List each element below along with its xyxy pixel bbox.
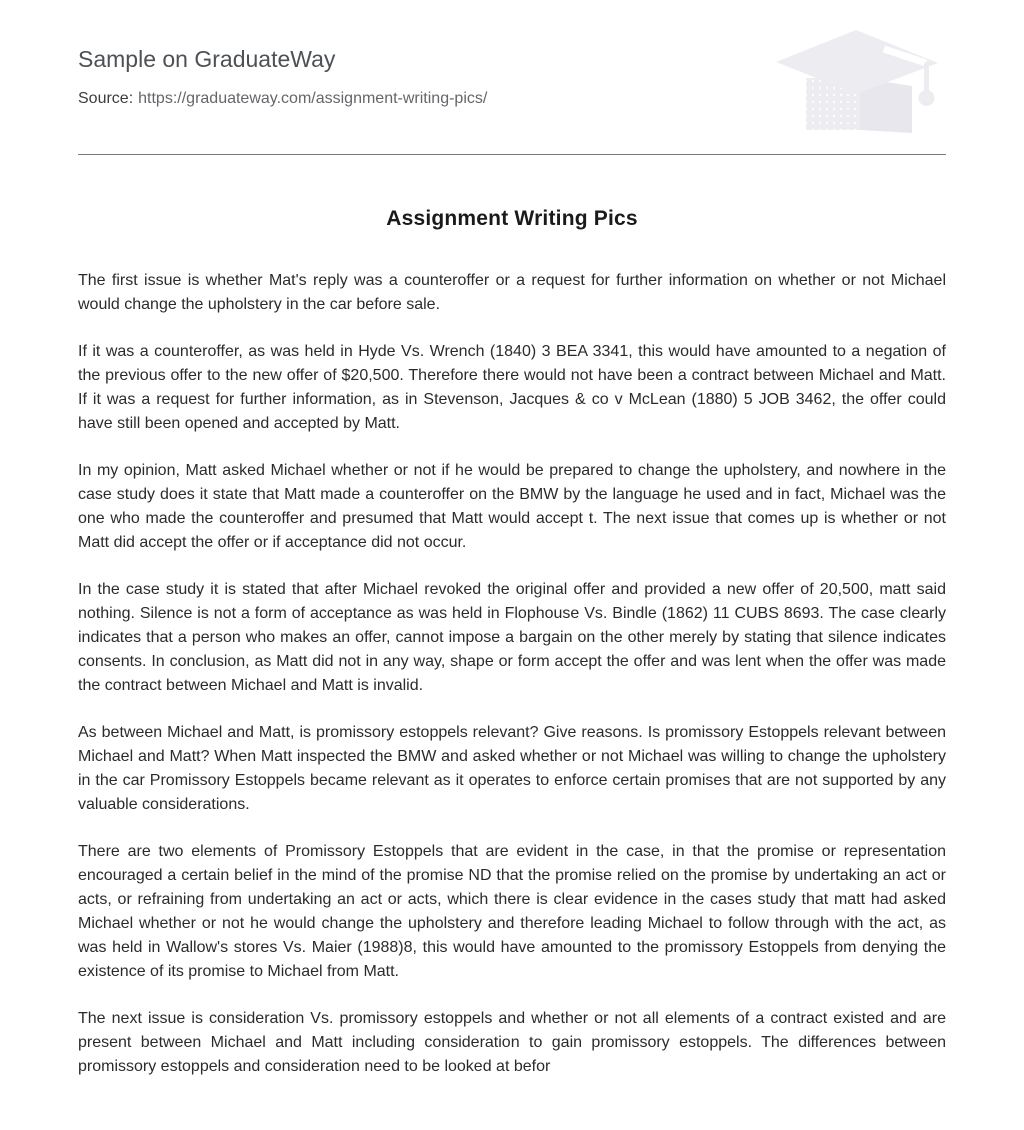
paragraph-1: The first issue is whether Mat's reply was a counteroffer or a request for further information on whether or not Michael would change the upholstery in the car before sale. bbox=[78, 272, 946, 313]
page-header bbox=[78, 30, 946, 135]
graduation-cap-icon bbox=[776, 30, 946, 135]
source-label: Source: bbox=[78, 90, 134, 107]
source-line bbox=[78, 89, 487, 109]
paragraph-4: In the case study it is stated that after Michael revoked the original offer and provided a new offer of 20,500, matt said nothing. Silence is not a form of acceptance as was held in Flophouse Vs. Bindle (1862) 11 CUBS 8693. The case clearly indicates that a person who makes an offer, cannot impose a bargain on the other merely by stating that silence indicates consents. In conclusion, as Matt did not in any way, shape or form accept the offer and was lent when the offer was made the contract between Michael and Matt is invalid. bbox=[78, 581, 946, 694]
source-url-link[interactable] bbox=[138, 90, 487, 107]
header-divider bbox=[78, 154, 946, 155]
document-main bbox=[78, 207, 946, 1079]
paragraph-5: As between Michael and Matt, is promissory estoppels relevant? Give reasons. Is promissory Estoppels relevant between Michael and Matt? When Matt inspected the BMW and asked whether or not Michael was willing to change the upholstery in the car Promissory Estoppels became relevant as it operates to enforce certain promises that are not supported by any valuable considerations. bbox=[78, 724, 946, 813]
site-title: Sample on GraduateWay bbox=[78, 46, 336, 72]
document-body bbox=[78, 269, 946, 1079]
paragraph-7: The next issue is consideration Vs. promissory estoppels and whether or not all elements of a contract existed and are present between Michael and Matt including consideration to gain promissory estoppels. The differences between promissory estoppels and consideration need to be looked at befor bbox=[78, 1010, 946, 1075]
source-url-text: https://graduateway.com/assignment-writing-pics/ bbox=[138, 90, 488, 107]
header-text bbox=[78, 30, 487, 109]
paragraph-3: In my opinion, Matt asked Michael whether or not if he would be prepared to change the upholstery, and nowhere in the case study does it state that Matt made a counteroffer on the BMW by the language he used and in fact, Michael was the one who made the counteroffer and presumed that Matt would accept t. The next issue that comes up is whether or not Matt did accept the offer or if acceptance did not occur. bbox=[78, 462, 946, 551]
paragraph-2: If it was a counteroffer, as was held in Hyde Vs. Wrench (1840) 3 BEA 3341, this would have amounted to a negation of the previous offer to the new offer of $20,500. Therefore there would not have been a contract between Michael and Matt. If it was a request for further information, as in Stevenson, Jacques & co v McLean (1880) 5 JOB 3462, the offer could have still been opened and accepted by Matt. bbox=[78, 343, 946, 432]
document-title: Assignment Writing Pics bbox=[386, 207, 638, 230]
paragraph-6: There are two elements of Promissory Estoppels that are evident in the case, in that the promise or representation encouraged a certain belief in the mind of the promise ND that the promise relied on the promise by undertaking an act or acts, or refraining from undertaking an act or acts, which there is clear evidence in the cases study that matt had asked Michael whether or not he would change the upholstery and therefore leading Michael to follow through with the act, as was held in Wallow's stores Vs. Maier (1988)8, this would have amounted to the promissory Estoppels from denying the existence of its promise to Michael from Matt. bbox=[78, 843, 946, 980]
